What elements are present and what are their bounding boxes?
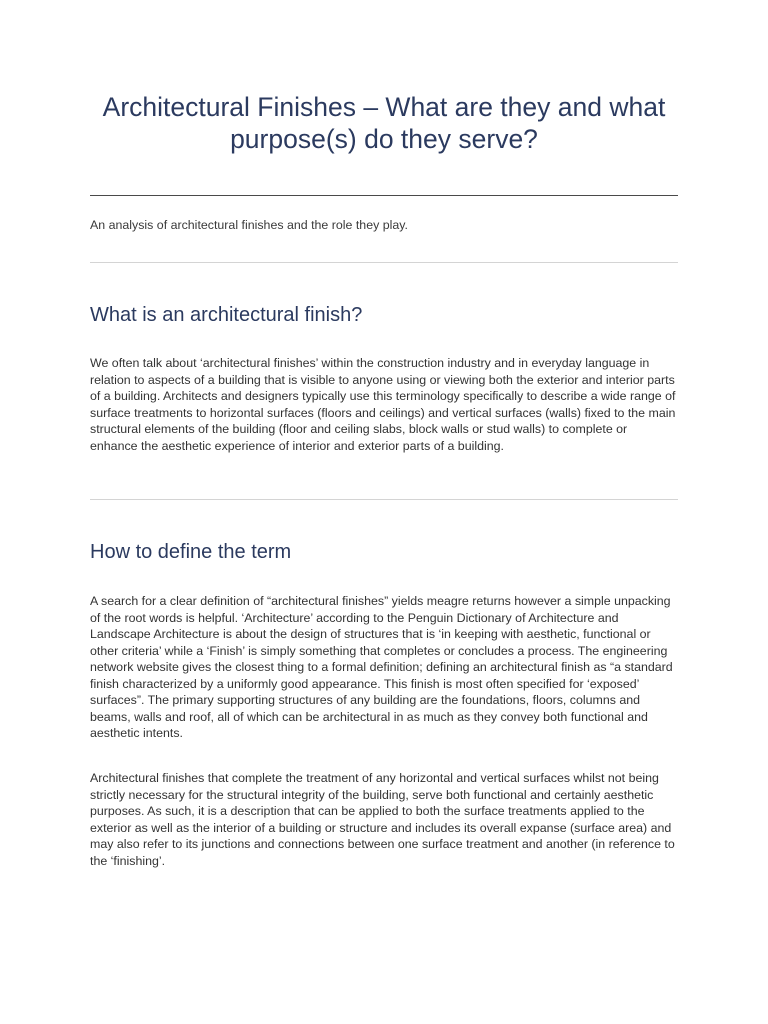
section-heading-define-term: How to define the term xyxy=(90,541,292,563)
section-divider xyxy=(90,262,678,263)
section-heading-what-is: What is an architectural finish? xyxy=(90,304,363,326)
page-title: Architectural Finishes – What are they and what purpose(s) do they serve? xyxy=(102,92,666,154)
title-divider xyxy=(90,195,678,196)
section-divider xyxy=(90,499,678,500)
section-paragraph: Architectural finishes that complete the treatment of any horizontal and vertical surfaces whilst not being strictly necessary for the structural integrity of the building, serve both functional and certainly aesthetic purposes. As such, it is a description that can be applied to both the surface treatments applied to the exterior as well as the interior of a building or structure and includes its overall expanse (surface area) and may also refer to its junctions and connections between one surface treatment and another (in reference to the ‘finishing’. xyxy=(90,771,675,868)
document-subtitle: An analysis of architectural finishes and the role they play. xyxy=(90,218,408,232)
section-paragraph: We often talk about ‘architectural finishes’ within the construction industry and in everyday language in relation to aspects of a building that is visible to anyone using or viewing both the exterior and interior parts of a building. Architects and designers typically use this terminology specifically to describe a wide range of surface treatments to horizontal surfaces (floors and ceilings) and vertical surfaces (walls) fixed to the main structural elements of the building (floor and ceiling slabs, block walls or stud walls) to complete or enhance the aesthetic experience of interior and exterior parts of a building. xyxy=(90,356,676,453)
section-paragraph: A search for a clear definition of “architectural finishes” yields meagre returns however a simple unpacking of the root words is helpful. ‘Architecture’ according to the Penguin Dictionary of Architecture and Landscape Architecture is about the design of structures that is ‘in keeping with aesthetic, functional or other criteria’ while a ‘Finish’ is simply something that completes or concludes a process. The engineering network website gives the closest thing to a formal definition; defining an architectural finish as “a standard finish characterized by a uniformly good appearance. This finish is most often specified for ‘exposed’ surfaces”. The primary supporting structures of any building are the foundations, floors, columns and beams, walls and roof, all of which can be architectural in as much as they convey both functional and aesthetic intents. xyxy=(90,594,673,740)
